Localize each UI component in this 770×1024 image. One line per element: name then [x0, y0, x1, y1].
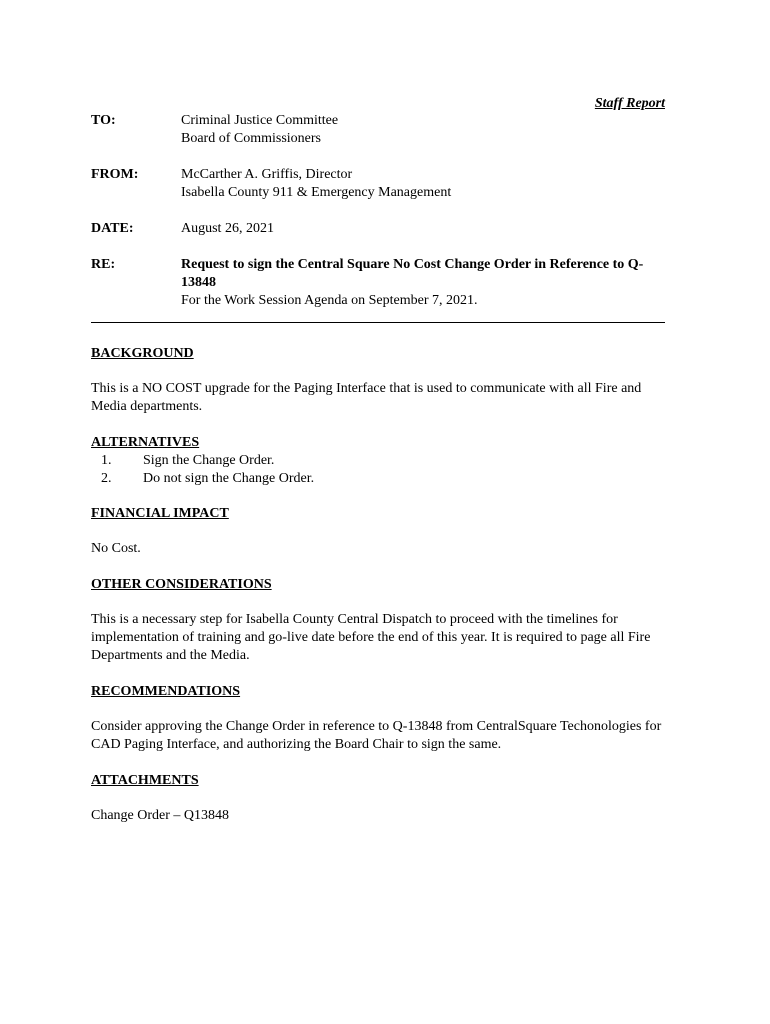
background-section [91, 345, 676, 416]
re-value [181, 256, 676, 310]
financial-impact-heading: FINANCIAL IMPACT [91, 506, 229, 521]
date-text: August 26, 2021 [181, 221, 274, 236]
other-considerations-heading: OTHER CONSIDERATIONS [91, 577, 272, 592]
alternative-item [91, 470, 676, 488]
financial-impact-text: No Cost. [91, 541, 141, 556]
re-note: For the Work Session Agenda on September 7, 2021. [181, 293, 478, 308]
re-label: RE: [91, 257, 116, 272]
date-value [181, 220, 676, 238]
staff-report-label: Staff Report [594, 96, 665, 111]
from-label: FROM: [91, 167, 139, 182]
from-line-2: Isabella County 911 & Emergency Management [181, 185, 452, 200]
recommendations-text: Consider approving the Change Order in reference to Q-13848 from CentralSquare Techonologies for CAD Paging Interface, and authorizing the Board Chair to sign the same. [91, 719, 662, 752]
attachments-section [91, 772, 676, 825]
from-line-1: McCarther A. Griffis, Director [181, 167, 353, 182]
to-line-1: Criminal Justice Committee [181, 113, 339, 128]
from-value [181, 166, 676, 202]
attachments-heading: ATTACHMENTS [91, 773, 199, 788]
to-label: TO: [91, 113, 116, 128]
alternative-number: 2. [101, 471, 112, 486]
header-divider [91, 322, 665, 323]
background-heading: BACKGROUND [91, 346, 194, 361]
to-value [181, 112, 676, 148]
alternative-text: Sign the Change Order. [143, 453, 275, 468]
alternative-text: Do not sign the Change Order. [143, 471, 315, 486]
re-subject: Request to sign the Central Square No Cost Change Order in Reference to Q-13848 [181, 257, 644, 290]
financial-impact-section [91, 505, 676, 558]
recommendations-section [91, 683, 676, 754]
other-considerations-section [91, 576, 676, 665]
other-considerations-text: This is a necessary step for Isabella County Central Dispatch to proceed with the timelines for implementation of training and go-live date before the end of this year. It is required to page all Fire Departments and the Media. [91, 612, 651, 663]
attachments-text: Change Order – Q13848 [91, 808, 230, 823]
alternative-item [91, 452, 676, 470]
to-line-2: Board of Commissioners [181, 131, 321, 146]
background-text: This is a NO COST upgrade for the Paging Interface that is used to communicate with all Fire and Media departments. [91, 381, 642, 414]
alternative-number: 1. [101, 453, 112, 468]
alternatives-section [91, 434, 676, 488]
date-label: DATE: [91, 221, 134, 236]
alternatives-heading: ALTERNATIVES [91, 435, 200, 450]
recommendations-heading: RECOMMENDATIONS [91, 684, 241, 699]
